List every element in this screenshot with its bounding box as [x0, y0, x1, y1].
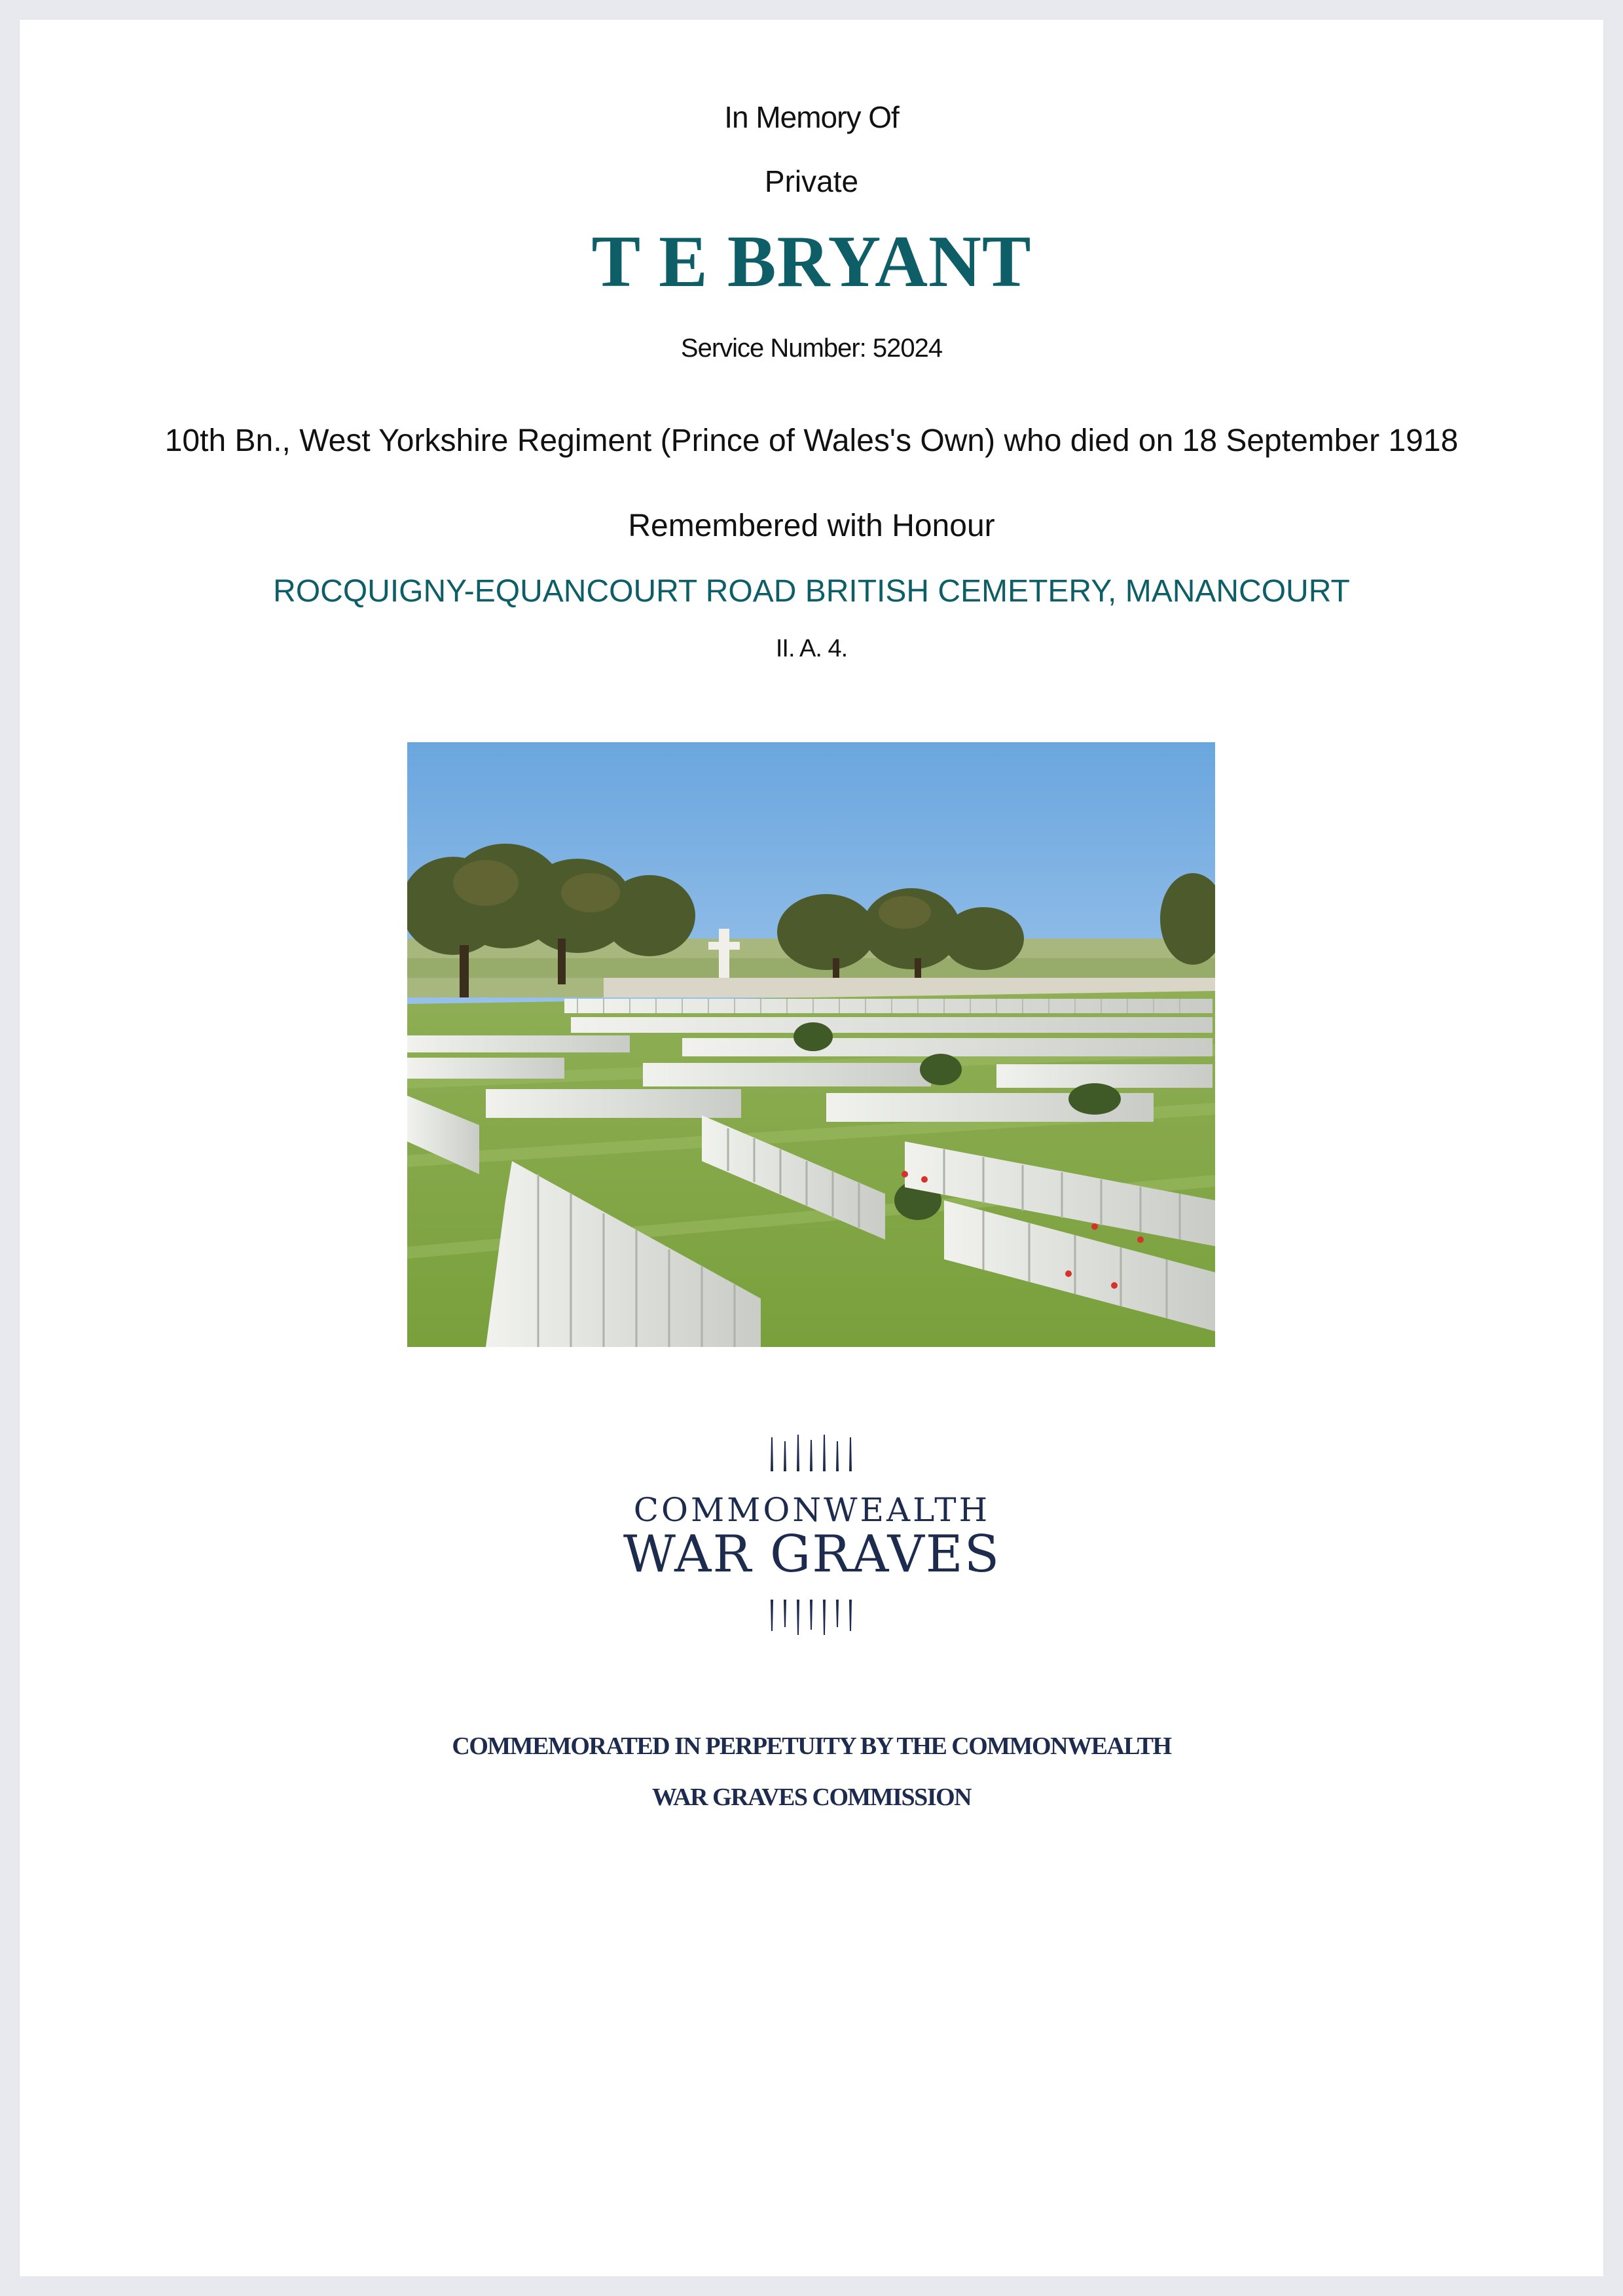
logo-text-commonwealth: COMMONWEALTH [633, 1491, 991, 1529]
cwgc-logo [615, 1433, 1008, 1643]
logo-text-war-graves: WAR GRAVES [623, 1525, 1001, 1584]
logo-ticks-top-icon [615, 1433, 1008, 1473]
rank-text: Private [764, 164, 859, 198]
casualty-name: T E BRYANT [591, 221, 1032, 302]
footer-commission-text: WAR GRAVES COMMISSION [651, 1784, 972, 1811]
grave-reference: II. A. 4. [775, 635, 848, 662]
service-number: Service Number: 52024 [680, 334, 943, 363]
cemetery-name: ROCQUIGNY-EQUANCOURT ROAD BRITISH CEMETERY, MANANCOURT [273, 574, 1350, 609]
remembered-with-honour: Remembered with Honour [628, 509, 995, 543]
logo-ticks-bottom-icon [615, 1598, 1008, 1638]
unit-and-death-date: 10th Bn., West Yorkshire Regiment (Prince of Wales's Own) who died on 18 September 1918 [164, 423, 1459, 458]
in-memory-of-text: In Memory Of [724, 100, 899, 134]
footer-commemorated-text: COMMEMORATED IN PERPETUITY BY THE COMMONWEALTH [452, 1732, 1171, 1760]
cemetery-photo [407, 742, 1215, 1347]
